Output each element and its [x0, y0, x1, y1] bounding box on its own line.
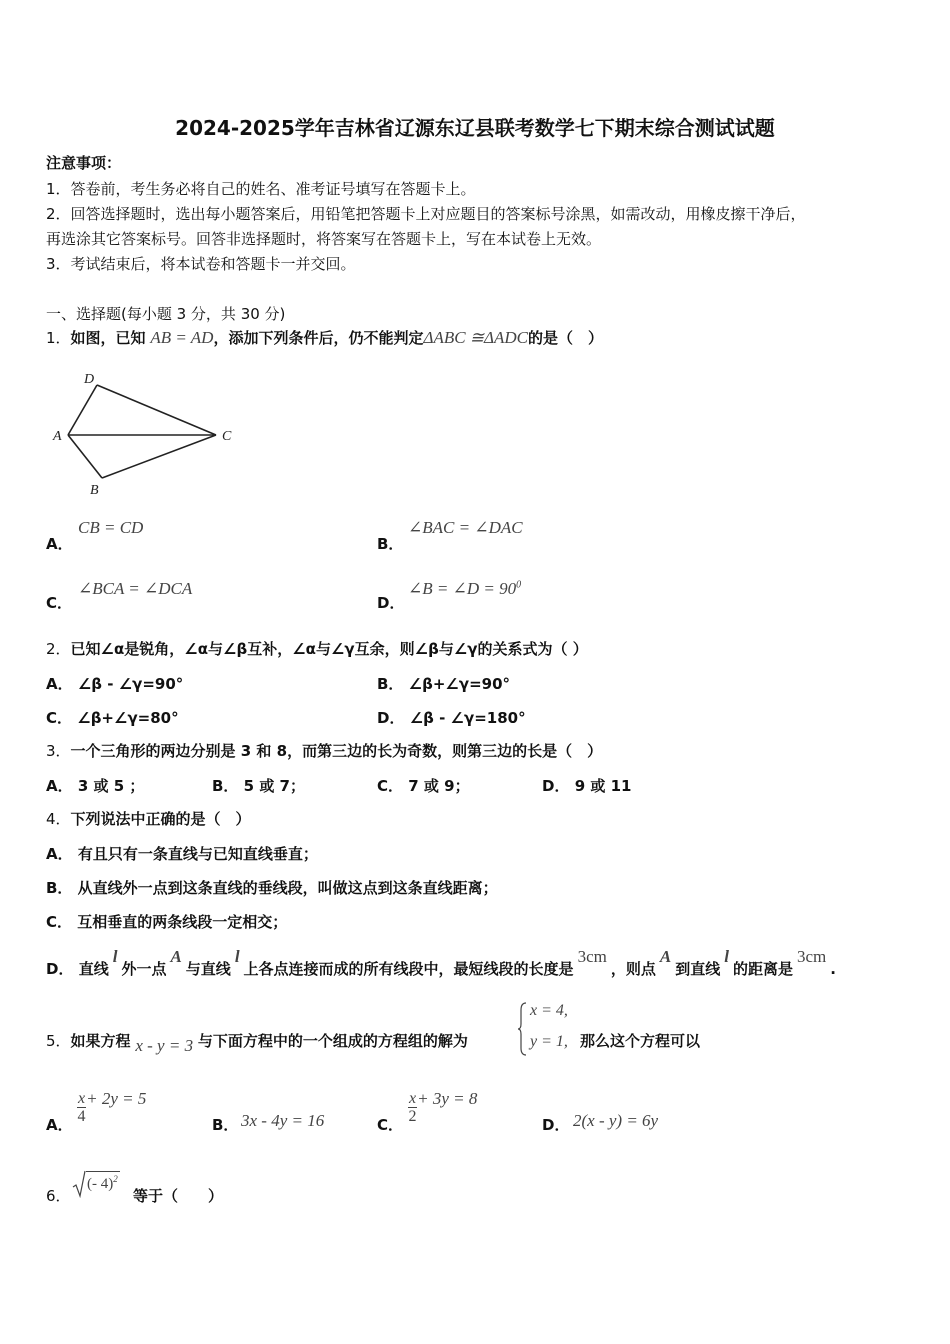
option-label: C．	[46, 594, 73, 612]
vertex-label-d: D	[84, 372, 95, 387]
question-number: 1．	[46, 329, 71, 347]
notice-heading: 注意事项：	[46, 154, 122, 172]
question-3: 3．一个三角形的两边分别是 3 和 8，而第三边的长为奇数，则第三边的长是（ ）	[46, 742, 603, 760]
option-label: A．	[46, 1116, 73, 1134]
notice-item: 再选涂其它答案标号。回答非选择题时，将答案写在答题卡上，写在本试卷上无效。	[46, 230, 602, 248]
option-a: A． 3 或 5 ；	[46, 777, 145, 795]
question-number: 3．	[46, 742, 71, 760]
notice-item: 2．回答选择题时，选出每小题答案后，用铅笔把答题卡上对应题目的答案标号涂黑，如需改动，用橡皮擦干净后，	[46, 205, 806, 223]
option-label: D．	[542, 1116, 570, 1134]
option-expression: $\frac{x}{4}$ + 2y = 5	[77, 1089, 147, 1125]
brace-icon	[518, 1002, 528, 1056]
option-b: B． ∠β+∠γ=90°	[377, 675, 511, 693]
solution-line: x = 4,	[530, 1002, 568, 1019]
option-a: A． 有且只有一条直线与已知直线垂直；	[46, 845, 318, 863]
option-expression: 3x - 4y = 16	[241, 1111, 325, 1130]
question-text: 那么这个方程可以	[580, 1032, 701, 1050]
option-a: A． ∠β - ∠γ=90°	[46, 675, 184, 693]
vertex-label-b: B	[90, 483, 99, 498]
option-expression: 2(x - y) = 6y	[573, 1111, 659, 1130]
question-2: 2．已知∠α是锐角，∠α与∠β互补，∠α与∠γ互余，则∠β与∠γ的关系式为（ ）	[46, 640, 588, 658]
question-1: 1．如图，已知 AB = AD，添加下列条件后，仍不能判定ΔABC ≅ΔADC的是（ ）	[46, 328, 604, 347]
option-d: D． 9 或 11	[542, 777, 632, 795]
math-expression: ΔABC ≅ΔADC	[423, 328, 529, 347]
question-number: 6．	[46, 1187, 71, 1205]
sqrt-expression: (- 4)$^2$	[72, 1170, 120, 1198]
quadrilateral-figure	[50, 368, 250, 498]
solution-line: y = 1,	[530, 1033, 568, 1050]
vertex-label-a: A	[53, 429, 62, 444]
notice-item: 1．答卷前，考生务必将自己的姓名、准考证号填写在答题卡上。	[46, 180, 476, 198]
option-expression: $\frac{x}{2}$ + 3y = 8	[408, 1089, 478, 1125]
option-expression: CB = CD	[78, 518, 144, 537]
option-label: D．	[377, 594, 405, 612]
option-b: B． 5 或 7；	[212, 777, 305, 795]
math-expression: AB = AD	[150, 328, 214, 347]
option-c: C． ∠β+∠γ=80°	[46, 709, 179, 727]
option-d: D． 直线l外一点A与直线l上各点连接而成的所有线段中，最短线段的长度是3cm，则点A到直线l的距离是3cm.	[46, 947, 836, 978]
option-label: B．	[377, 535, 404, 553]
section-heading: 一、选择题(每小题 3 分，共 30 分)	[46, 305, 286, 323]
option-expression: ∠BAC = ∠DAC	[408, 518, 523, 537]
radical-icon	[72, 1170, 86, 1198]
option-label: A．	[46, 535, 73, 553]
option-b: B． 从直线外一点到这条直线的垂线段，叫做这点到这条直线距离；	[46, 879, 498, 897]
question-5: 5．如果方程 x - y = 3 与下面方程中的一个组成的方程组的解为	[46, 1032, 468, 1055]
option-c: C． 7 或 9；	[377, 777, 470, 795]
option-label: B．	[212, 1116, 239, 1134]
question-4: 4．下列说法中正确的是（ ）	[46, 810, 251, 828]
question-number: 4．	[46, 810, 71, 828]
question-6	[46, 1185, 71, 1206]
question-number: 5．	[46, 1032, 71, 1050]
question-number: 2．	[46, 640, 71, 658]
notice-item: 3．考试结束后，将本试卷和答题卡一并交回。	[46, 255, 356, 273]
vertex-label-c: C	[222, 429, 232, 444]
option-label: C．	[377, 1116, 404, 1134]
math-expression: x - y = 3	[135, 1036, 194, 1055]
option-c: C． 互相垂直的两条线段一定相交；	[46, 913, 288, 931]
option-expression: ∠B = ∠D = $90^0$	[408, 579, 522, 598]
option-expression: ∠BCA = ∠DCA	[78, 579, 193, 598]
option-d: D． ∠β - ∠γ=180°	[377, 709, 526, 727]
page-title: 2024-2025学年吉林省辽源东辽县联考数学七下期末综合测试试题	[175, 116, 775, 140]
question-text: 等于（ ）	[133, 1187, 224, 1205]
